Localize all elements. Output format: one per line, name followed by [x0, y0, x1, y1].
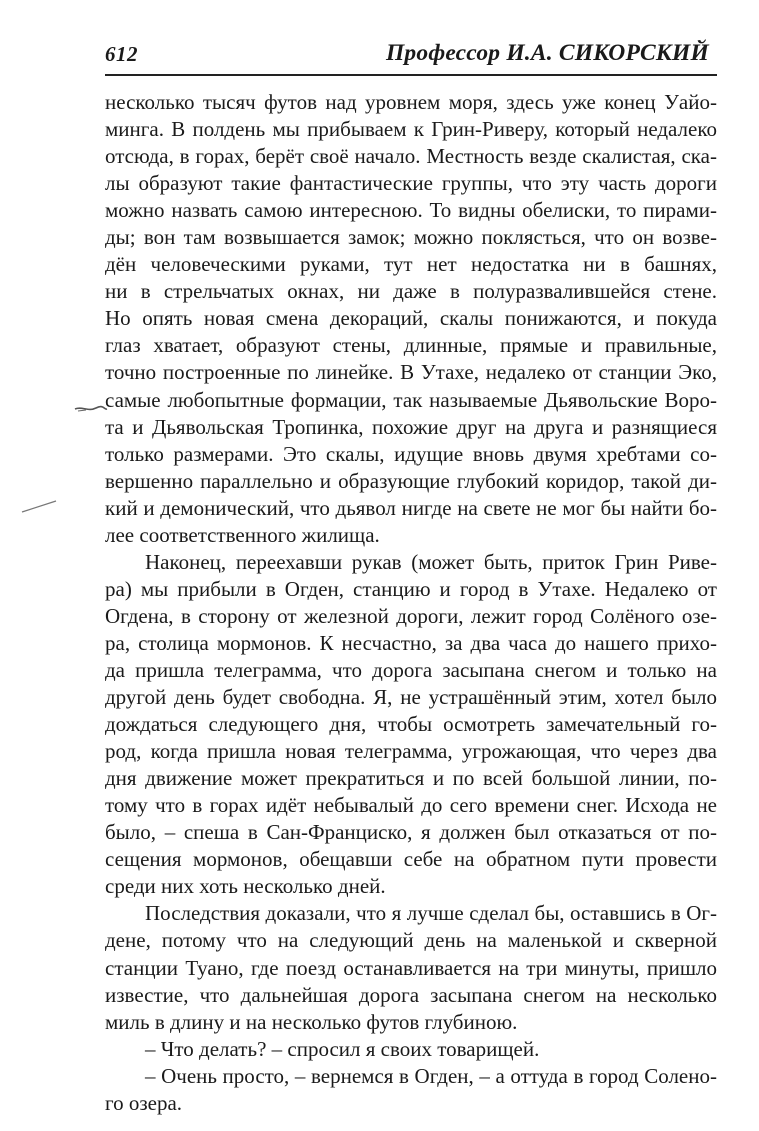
text-line: Наконец, переехавши рукав (может быть, приток Грин Риве- — [145, 549, 717, 574]
text-line: другой день будет свободна. Я, не устрашённый этим, хотел было — [105, 685, 717, 710]
text-line: ра) мы прибыли в Огден, станцию и город в Утахе. Недалеко от — [105, 576, 717, 601]
text-line: сещения мормонов, обещавши себе на обратном пути провести — [105, 847, 717, 872]
text-line: го озера. — [105, 1090, 183, 1115]
text-line: лы образуют такие фантастические группы, что эту часть дороги — [105, 171, 717, 196]
body-text — [105, 89, 717, 1117]
text-line: точно построенные по линейке. В Утахе, недалеко от станции Эко, — [105, 360, 717, 385]
page-number: 612 — [105, 42, 138, 66]
text-line: станции Туано, где поезд останавливается на три минуты, пришло — [105, 955, 717, 980]
margin-pencil-mark — [74, 403, 108, 415]
text-line: несколько тысяч футов над уровнем моря, здесь уже конец Уайо- — [105, 90, 717, 114]
paragraph — [105, 89, 717, 549]
text-line: Огдена, в сторону от железной дороги, лежит город Солёного озе- — [105, 603, 717, 628]
paragraph — [105, 549, 717, 901]
text-line: ды; вон там возвышается замок; можно поклясться, что он возве- — [105, 225, 717, 250]
running-title: Профессор И.А. СИКОРСКИЙ — [385, 40, 709, 66]
text-line: – Очень просто, – вернемся в Огден, – а оттуда в город Солено- — [145, 1063, 717, 1088]
text-line: дён человеческими руками, тут нет недостатка ни в башнях, — [105, 252, 717, 277]
text-line: только размерами. Это скалы, идущие вновь двумя хребтами со- — [105, 441, 717, 466]
text-line: род, когда пришла новая телеграмма, угрожающая, что через два — [105, 739, 717, 764]
text-line: было, – спеша в Сан-Франциско, я должен был отказаться от по- — [105, 820, 717, 845]
text-line: та и Дьявольская Тропинка, похожие друг на друга и разнящиеся — [105, 414, 717, 439]
header-divider — [105, 74, 717, 76]
text-line: – Что делать? – спросил я своих товарищей. — [145, 1036, 540, 1061]
text-line: среди них хоть несколько дней. — [105, 874, 386, 899]
text-line: дня движение может прекратиться и по всей большой линии, по- — [105, 766, 717, 791]
text-line: да пришла телеграмма, что дорога засыпана снегом и только на — [105, 657, 717, 682]
text-line: Последствия доказали, что я лучше сделал бы, оставшись в Ог- — [145, 901, 717, 926]
text-line: глаз хватает, образуют стены, длинные, прямые и правильные, — [105, 333, 717, 358]
text-line: миль в длину и на несколько футов глубиною. — [105, 1009, 518, 1034]
text-line: лее соответственного жилища. — [105, 522, 380, 547]
text-line: тому что в горах идёт небывалый до сего времени снег. Исхода не — [105, 793, 717, 818]
text-line: самые любопытные формации, так называемые Дьявольские Воро- — [105, 387, 717, 412]
paragraph — [105, 1063, 717, 1117]
margin-pencil-stroke — [20, 498, 60, 514]
text-line: известие, что дальнейшая дорога засыпана снегом на несколько — [105, 982, 717, 1007]
text-line: ни в стрельчатых окнах, ни даже в полуразвалившейся стене. — [105, 279, 717, 304]
text-line: Но опять новая смена декораций, скалы понижаются, и покуда — [105, 306, 717, 331]
text-line: ра, столица мормонов. К несчастно, за два часа до нашего прихо- — [105, 630, 717, 655]
paragraph — [105, 1036, 717, 1063]
paragraph — [105, 900, 717, 1035]
page-header — [105, 38, 717, 72]
text-line: кий и демонический, что дьявол нигде на свете не мог бы найти бо- — [105, 495, 717, 520]
text-line: минга. В полдень мы прибываем к Грин-Риверу, который недалеко — [105, 117, 717, 142]
text-line: вершенно параллельно и образующие глубокий коридор, такой ди- — [105, 468, 717, 493]
text-line: можно назвать самою интересною. То видны обелиски, то пирами- — [105, 198, 717, 223]
text-line: дене, потому что на следующий день на маленькой и скверной — [105, 928, 717, 953]
text-line: дождаться следующего дня, чтобы осмотреть замечательный го- — [105, 712, 717, 737]
text-line: отсюда, в горах, берёт своё начало. Местность везде скалистая, ска- — [105, 144, 717, 169]
